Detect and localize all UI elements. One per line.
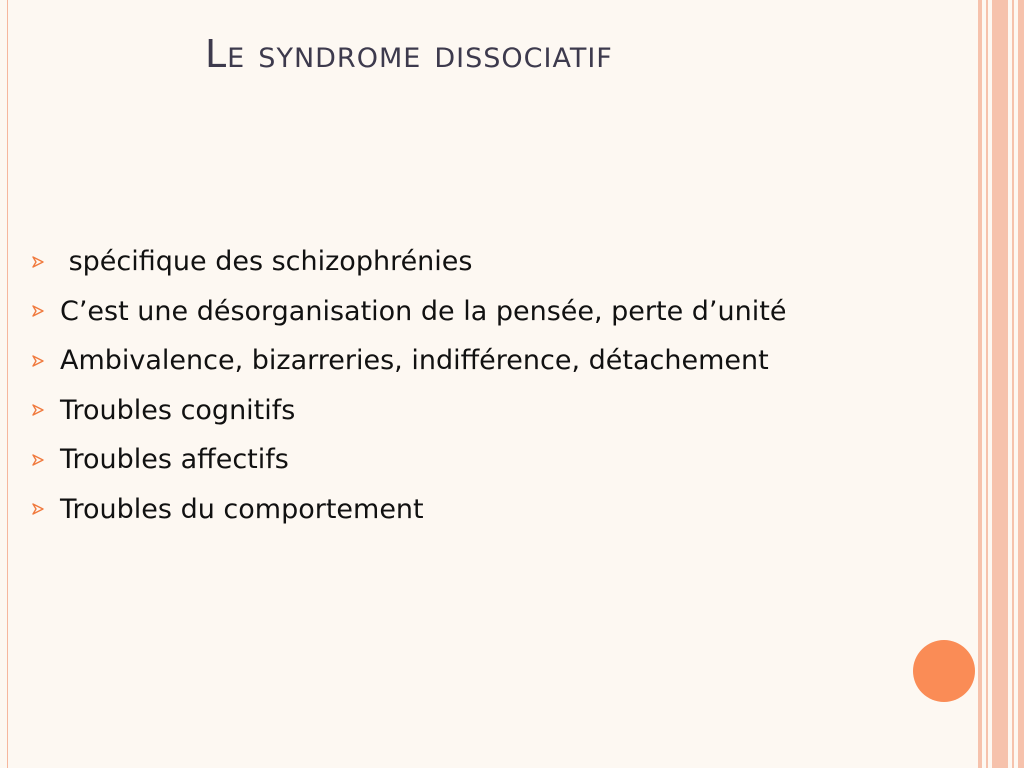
list-item [30,435,786,485]
list-item [30,485,786,535]
frame-stripe [1012,0,1014,768]
bullet-text: C’est une désorganisation de la pensée, perte d’unité [60,295,787,327]
bullet-text: spécifique des schizophrénies [60,246,473,278]
bullet-text: Ambivalence, bizarreries, indifférence, détachement [60,345,769,377]
frame-stripe [978,0,982,768]
bullet-text: Troubles cognitifs [60,394,296,426]
left-frame-border [0,0,8,768]
list-item [30,336,786,386]
frame-stripe [1018,0,1024,768]
list-item [30,287,786,337]
frame-stripe [992,0,1008,768]
bullet-list [30,237,786,534]
slide-title: Le syndrome dissociatif [205,32,613,76]
list-item [30,386,786,436]
arrowhead-bullet-icon [30,501,46,517]
bullet-text: Troubles du comportement [60,493,424,525]
arrowhead-bullet-icon [30,254,46,270]
frame-stripe [986,0,988,768]
bullet-text: Troubles affectifs [60,444,289,476]
accent-circle [913,640,975,702]
arrowhead-bullet-icon [30,402,46,418]
arrowhead-bullet-icon [30,353,46,369]
arrowhead-bullet-icon [30,303,46,319]
list-item [30,237,786,287]
right-frame-stripes [978,0,1024,768]
arrowhead-bullet-icon [30,452,46,468]
